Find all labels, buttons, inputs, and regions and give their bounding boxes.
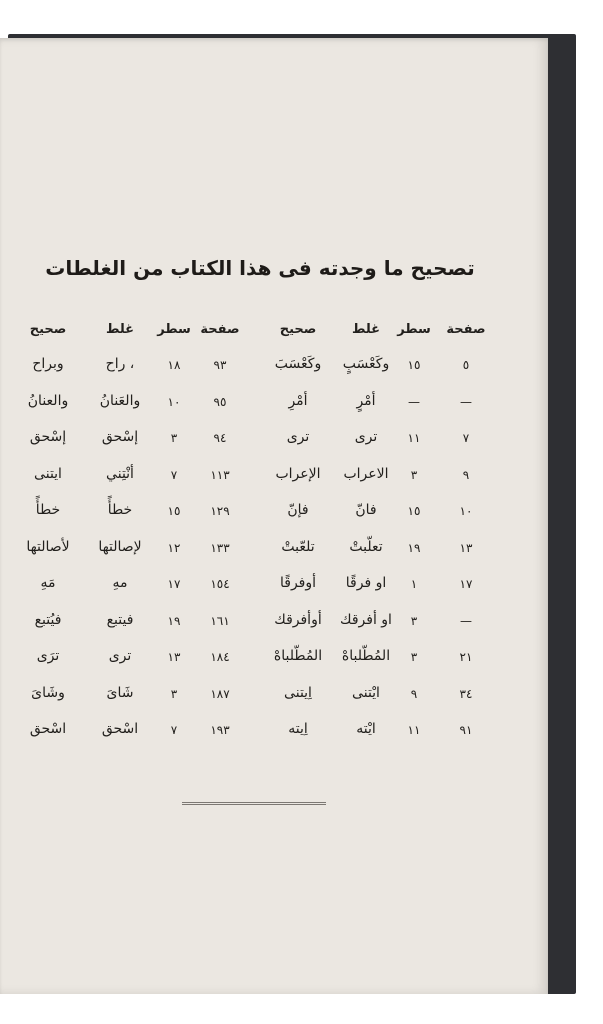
- errata-cell-r-wrong: ترى: [354, 429, 378, 445]
- errata-cell-l-line: ١٢: [167, 540, 181, 555]
- errata-cell-l-line: ١٠: [167, 394, 181, 409]
- errata-cell-l-line: ٧: [170, 467, 178, 482]
- errata-cell-r-wrong: او أفرقك: [340, 611, 392, 628]
- errata-cell-l-wrong: أنْتِني: [106, 465, 134, 482]
- errata-cell-r-page: ١٣: [459, 540, 473, 555]
- errata-cell-r-line: ١١: [407, 723, 421, 737]
- errata-cell-l-correct: اسْحق: [29, 721, 67, 737]
- errata-cell-l-wrong: مهِ: [112, 575, 128, 591]
- errata-cell-r-page: ٢١: [459, 650, 473, 664]
- errata-cell-r-page: ٥: [462, 358, 470, 372]
- errata-cell-l-wrong: ، راح: [105, 356, 135, 372]
- errata-cell-r-correct: تلعّبتْ: [281, 538, 315, 555]
- end-rule: [182, 802, 326, 805]
- errata-cell-r-page: ٩: [462, 467, 470, 482]
- errata-cell-l-wrong: لإصالتها: [98, 538, 142, 555]
- errata-cell-r-correct: أوفرقًا: [279, 575, 317, 591]
- errata-cell-l-page: ١١٣: [210, 467, 230, 482]
- errata-cell-l-correct: وشَاىَ: [31, 684, 65, 701]
- errata-cell-l-line: ٣: [170, 686, 178, 701]
- errata-cell-r-line: ٩: [410, 686, 418, 701]
- errata-cell-l-line: ١٩: [167, 613, 181, 628]
- errata-cell-r-page: —: [460, 394, 472, 409]
- errata-cell-l-wrong: شَاىَ: [106, 684, 134, 701]
- errata-cell-l-correct: فيُتبع: [34, 611, 62, 628]
- errata-cell-l-correct: لأصالتها: [26, 538, 70, 555]
- errata-cell-l-page: ١٨٤: [210, 650, 230, 664]
- errata-cell-l-page: ٩٥: [213, 394, 227, 409]
- header-left-line: سطر: [157, 322, 191, 337]
- header-right-correct: صحيح: [279, 322, 317, 337]
- errata-cell-r-page: —: [460, 613, 472, 628]
- header-left-wrong: غلط: [105, 322, 135, 337]
- errata-cell-r-line: ١: [410, 577, 418, 591]
- errata-cell-l-correct: ترَى: [36, 648, 60, 664]
- errata-cell-l-line: ١٨: [167, 358, 181, 372]
- errata-cell-r-correct: فإنّ: [287, 502, 309, 518]
- errata-cell-l-wrong: إسْحق: [101, 429, 139, 445]
- header-right-line: سطر: [397, 322, 431, 337]
- errata-cell-l-wrong: ترى: [108, 648, 132, 664]
- errata-cell-r-line: ١٥: [407, 504, 421, 518]
- errata-cell-l-correct: وبراح: [32, 356, 64, 372]
- errata-cell-r-wrong: الاعراب: [343, 465, 389, 482]
- errata-cell-r-line: ١٥: [407, 358, 421, 372]
- errata-cell-r-correct: الإعراب: [275, 465, 321, 482]
- errata-cell-l-page: ١٦١: [210, 613, 230, 628]
- header-right-wrong: غلط: [351, 322, 381, 337]
- errata-cell-l-correct: مَهِ: [40, 575, 56, 591]
- errata-cell-r-page: ١٧: [459, 577, 473, 591]
- errata-cell-l-correct: ايتنى: [34, 465, 62, 482]
- errata-cell-l-page: ١٥٤: [210, 577, 230, 591]
- errata-cell-r-page: ٣٤: [459, 686, 473, 701]
- errata-cell-r-wrong: المُطّلباهْ: [341, 648, 391, 664]
- errata-cell-l-wrong: خطأً: [107, 502, 133, 518]
- errata-cell-r-line: ٣: [410, 613, 418, 628]
- errata-cell-l-correct: إسْحق: [29, 429, 67, 445]
- errata-cell-r-line: ١٩: [407, 540, 421, 555]
- errata-cell-r-wrong: فانّ: [355, 502, 377, 518]
- errata-cell-l-line: ١٣: [167, 650, 181, 664]
- book-page: [0, 38, 548, 994]
- errata-cell-l-page: ١٣٣: [210, 540, 230, 555]
- header-left-page: صفحة: [200, 322, 240, 337]
- errata-cell-l-page: ٩٣: [213, 358, 227, 372]
- errata-cell-l-correct: خطأً: [35, 502, 61, 518]
- errata-cell-l-wrong: والعَنانُ: [99, 392, 141, 409]
- errata-cell-l-wrong: فيتبع: [106, 611, 134, 628]
- errata-cell-r-correct: اِيتنى: [284, 684, 312, 701]
- errata-cell-r-line: ٣: [410, 467, 418, 482]
- errata-cell-l-line: ١٥: [167, 504, 181, 518]
- header-left-correct: صحيح: [29, 322, 67, 337]
- errata-cell-r-wrong: تعلّبتْ: [349, 538, 383, 555]
- errata-cell-l-line: ٣: [170, 431, 178, 445]
- errata-cell-r-wrong: وكَعْسَبٍ: [342, 356, 390, 372]
- errata-cell-r-correct: أمْرِ: [288, 392, 308, 409]
- errata-cell-l-line: ١٧: [167, 577, 181, 591]
- errata-cell-l-wrong: اسْحق: [101, 721, 139, 737]
- errata-cell-r-correct: المُطّلباهْ: [273, 648, 323, 664]
- errata-cell-l-correct: والعنانُ: [27, 392, 69, 409]
- errata-cell-r-line: ١١: [407, 431, 421, 445]
- errata-cell-l-page: ١٨٧: [210, 686, 230, 701]
- errata-cell-l-page: ١٩٣: [210, 723, 230, 737]
- errata-cell-r-correct: ترى: [286, 429, 310, 445]
- errata-cell-l-line: ٧: [170, 723, 178, 737]
- errata-cell-l-page: ١٢٩: [210, 504, 230, 518]
- errata-cell-r-page: ٩١: [459, 723, 473, 737]
- errata-cell-r-wrong: ايْته: [356, 721, 376, 737]
- errata-cell-r-page: ٧: [462, 431, 470, 445]
- errata-cell-r-wrong: أمْرٍ: [356, 392, 376, 409]
- errata-cell-r-correct: أوأفرقك: [274, 611, 322, 628]
- errata-cell-r-line: —: [408, 394, 420, 409]
- header-right-page: صفحة: [446, 322, 486, 337]
- errata-cell-r-correct: اِيته: [288, 721, 308, 737]
- page-title: تصحيح ما وجدته فى هذا الكتاب من الغلطات: [45, 256, 475, 280]
- errata-cell-r-line: ٣: [410, 650, 418, 664]
- errata-cell-r-correct: وكَعْسَبَ: [274, 356, 322, 372]
- errata-cell-r-wrong: ايْتنى: [352, 684, 380, 701]
- errata-cell-r-wrong: او فرقًا: [345, 575, 387, 591]
- errata-cell-l-page: ٩٤: [213, 431, 227, 445]
- errata-cell-r-page: ١٠: [459, 504, 473, 518]
